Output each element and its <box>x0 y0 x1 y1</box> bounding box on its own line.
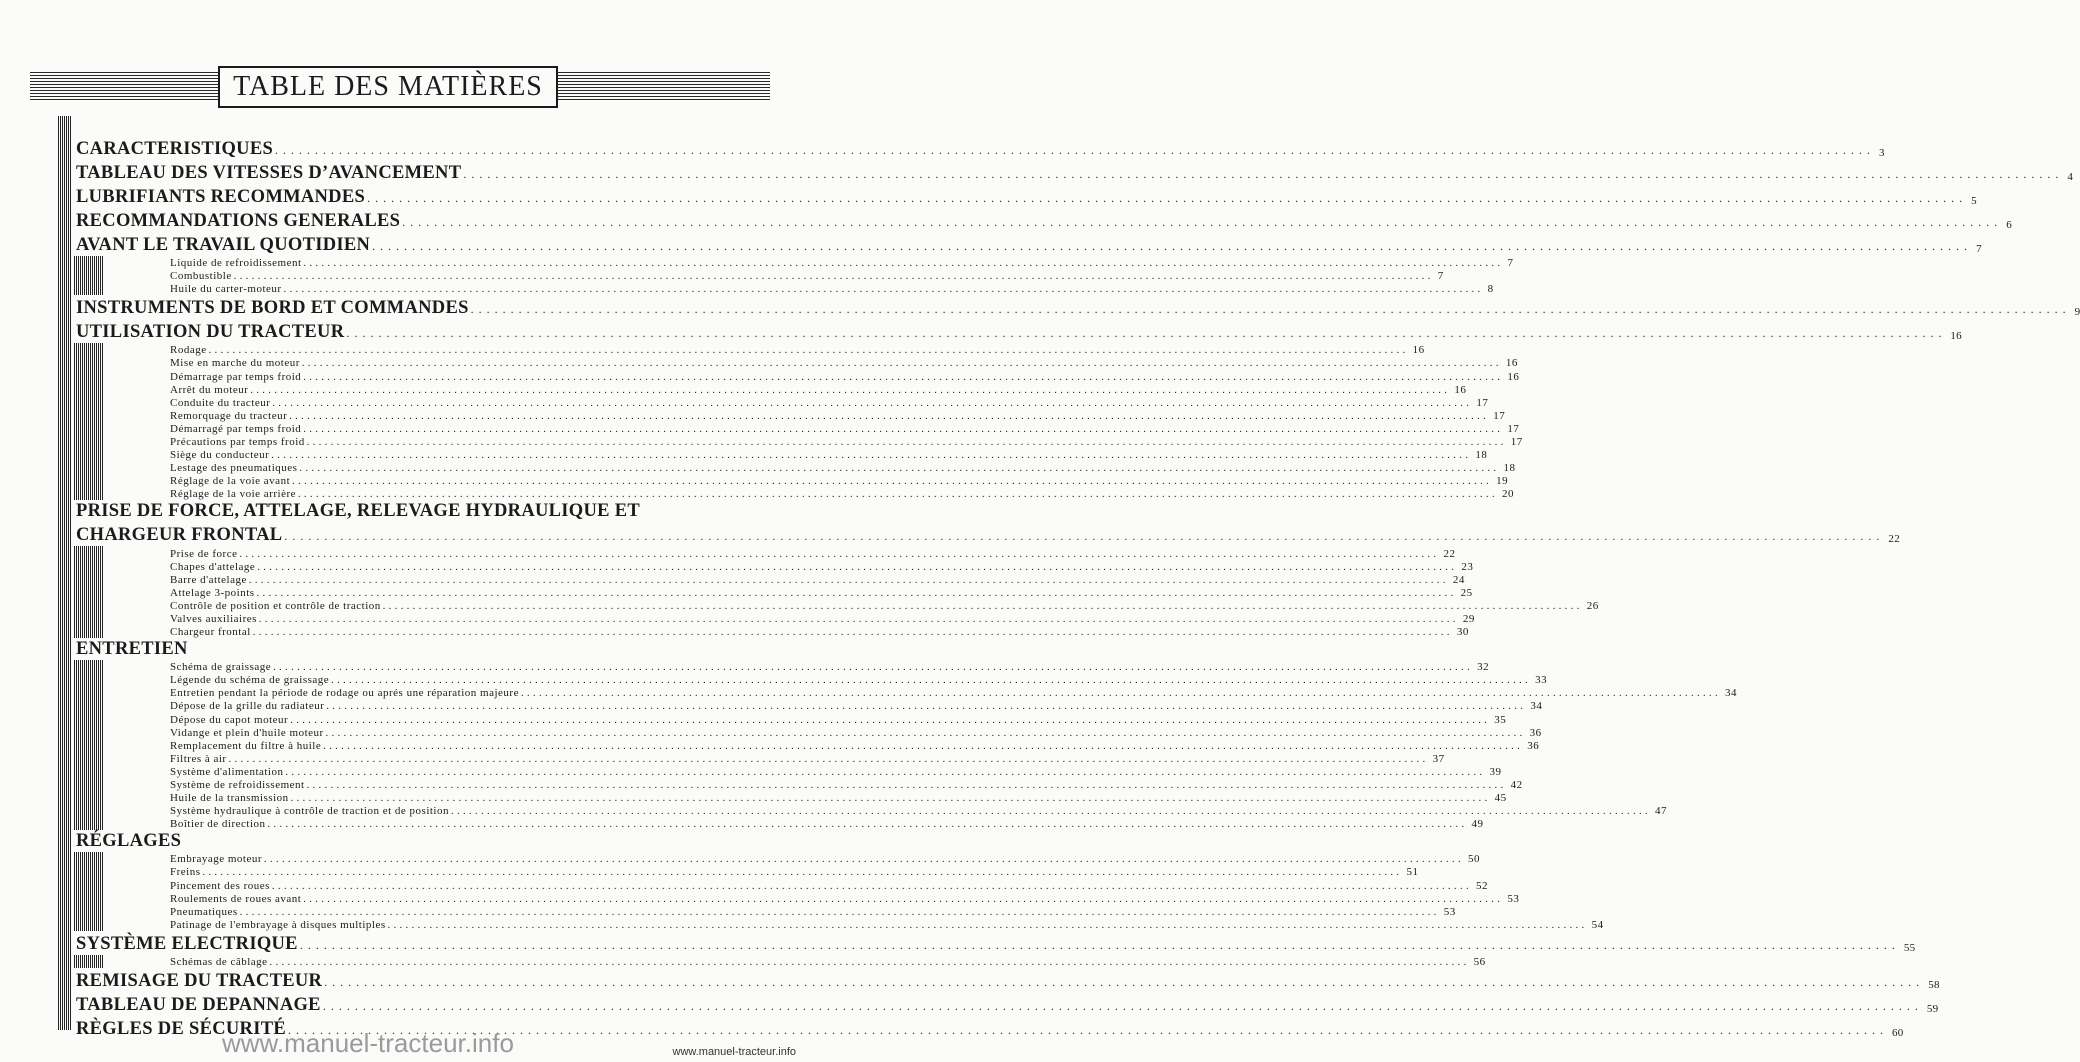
toc-label: Entretien pendant la période de rodage ou aprés une réparation majeure <box>170 687 519 700</box>
toc-label: UTILISATION DU TRACTEUR <box>76 322 345 343</box>
toc-label: Prise de force <box>170 547 238 560</box>
dot-leader: ........................................................................................................................................................................................................ <box>382 600 1583 612</box>
toc-page-number: 24 <box>1452 573 1465 586</box>
toc-label: Pneumatiques <box>170 905 238 918</box>
toc-label: Boîtier de direction <box>170 818 266 831</box>
toc-label: Patinage de l'embrayage à disques multiples <box>170 918 386 931</box>
toc-label: Attelage 3-points <box>170 586 255 599</box>
toc-page-number: 7 <box>1437 270 1444 283</box>
dot-leader: ........................................................................................................................................................................................................ <box>250 384 1451 396</box>
toc-subentry <box>76 461 1516 475</box>
toc-page-number: 17 <box>1510 436 1523 449</box>
dot-leader: ........................................................................................................................................................................................................ <box>248 574 1449 586</box>
toc-page-number: 16 <box>1454 383 1467 396</box>
dot-leader: ........................................................................................................................................................................................................ <box>470 302 2071 317</box>
toc-page-number: 26 <box>1586 599 1599 612</box>
dot-leader: ........................................................................................................................................................................................................ <box>372 239 1973 253</box>
dot-leader: ........................................................................................................................................................................................................ <box>271 880 1472 892</box>
toc-label: RÉGLAGES <box>76 831 182 852</box>
toc-label: Roulements de roues avant <box>170 892 302 905</box>
toc-subentry <box>76 396 1489 409</box>
toc-subentry <box>76 778 1523 791</box>
toc-label: Réglage de la voie avant <box>170 475 291 488</box>
toc-subentry <box>76 599 1599 612</box>
toc-label: Schémas de câblage <box>170 955 268 968</box>
toc-subentry <box>76 369 1520 383</box>
dot-leader: ........................................................................................................................................................................................................ <box>520 688 1721 700</box>
toc-subentry <box>76 739 1540 752</box>
toc-page-number: 53 <box>1443 905 1456 918</box>
toc-section-entry <box>76 968 1940 992</box>
toc-subentry <box>76 422 1520 435</box>
toc-page-number: 53 <box>1507 892 1520 905</box>
toc-subentry <box>76 560 1474 573</box>
toc-subentry <box>76 256 1514 270</box>
footer-url: www.manuel-tracteur.info <box>672 1046 796 1058</box>
toc-label: Freins <box>170 866 201 879</box>
toc-label: Conduite du tracteur <box>170 396 271 409</box>
toc-section-entry <box>76 184 1977 208</box>
dot-leader: ........................................................................................................................................................................................................ <box>306 437 1507 449</box>
dot-leader: ........................................................................................................................................................................................................ <box>267 819 1468 831</box>
toc-label: TABLEAU DES VITESSES D’AVANCEMENT <box>76 163 462 183</box>
toc-subentry <box>76 752 1445 765</box>
toc-label: Barre d'attelage <box>170 573 247 586</box>
toc-label: Système d'alimentation <box>170 765 284 778</box>
toc-page-number: 16 <box>1507 370 1520 383</box>
toc-page-number: 35 <box>1494 713 1507 726</box>
toc-subentry <box>76 356 1518 370</box>
toc-label: Filtres à air <box>170 752 227 765</box>
toc-page-number: 32 <box>1477 661 1490 674</box>
toc-page-number: 7 <box>1507 257 1514 270</box>
toc-label: Schéma de graissage <box>170 661 272 674</box>
dot-leader: ........................................................................................................................................................................................................ <box>239 548 1440 560</box>
toc-page-number: 16 <box>1505 357 1518 370</box>
toc-page-number: 17 <box>1507 422 1520 435</box>
toc-label: Précautions par temps froid <box>170 436 305 449</box>
toc-subentry <box>76 435 1523 449</box>
toc-subentry <box>76 865 1419 879</box>
toc-label: Huile de la transmission <box>170 792 289 805</box>
toc-subentry <box>76 612 1475 625</box>
dot-leader: ........................................................................................................................................................................................................ <box>283 284 1484 296</box>
toc-label: Légende du schéma de graissage <box>170 674 330 687</box>
dot-leader: ........................................................................................................................................................................................................ <box>323 740 1524 752</box>
dot-leader: ........................................................................................................................................................................................................ <box>306 780 1507 791</box>
toc-subentry <box>76 699 1543 713</box>
toc-label: Valves auxiliaires <box>170 612 257 625</box>
toc-page-number: 49 <box>1471 818 1484 831</box>
toc-label: Chapes d'attelage <box>170 560 256 573</box>
toc-page-number: 59 <box>1926 1002 1939 1015</box>
dot-leader: ........................................................................................................................................................................................................ <box>299 937 1900 952</box>
dot-leader: ........................................................................................................................................................................................................ <box>292 476 1493 488</box>
toc-page-number: 20 <box>1502 488 1514 501</box>
toc-label: Rodage <box>170 344 207 357</box>
toc-page-number: 18 <box>1503 462 1516 475</box>
toc-page-number: 50 <box>1468 853 1480 866</box>
dot-leader: ........................................................................................................................................................................................................ <box>275 143 1876 157</box>
dot-leader: ........................................................................................................................................................................................................ <box>273 662 1474 674</box>
toc-label: Système de refroidissement <box>170 779 305 791</box>
toc-page-number: 30 <box>1456 626 1469 639</box>
toc-subentry <box>76 282 1494 296</box>
dot-leader: ........................................................................................................................................................................................................ <box>463 167 2064 181</box>
dot-leader: ........................................................................................................................................................................................................ <box>284 529 1885 544</box>
dot-leader: ........................................................................................................................................................................................................ <box>387 919 1588 931</box>
toc-subentry <box>76 343 1425 357</box>
page-title: TABLE DES MATIÈRES <box>218 66 558 108</box>
toc-page-number: 9 <box>2074 306 2080 319</box>
toc-subentry <box>76 878 1488 892</box>
dot-leader: ........................................................................................................................................................................................................ <box>301 358 1502 370</box>
toc-label: ENTRETIEN <box>76 639 188 660</box>
toc-page-number: 18 <box>1475 449 1488 462</box>
toc-label: RECOMMANDATIONS GENERALES <box>76 211 401 231</box>
toc-page-number: 29 <box>1462 612 1475 625</box>
toc-subentry <box>76 852 1480 866</box>
toc-subentry <box>76 791 1507 805</box>
toc-section-entry <box>76 931 1916 955</box>
toc-label: Démarragé par temps froid <box>170 422 302 435</box>
toc-page-number: 16 <box>1950 330 1962 343</box>
toc-subentry <box>76 409 1506 422</box>
dot-leader: ........................................................................................................................................................................................................ <box>367 191 1968 205</box>
toc-label: Mise en marche du moteur <box>170 357 300 370</box>
dot-leader: ........................................................................................................................................................................................................ <box>299 463 1500 475</box>
toc-subentry <box>76 546 1456 560</box>
toc-section-entry <box>76 160 2074 184</box>
dot-leader: ........................................................................................................................................................................................................ <box>228 753 1429 765</box>
toc-page-number: 34 <box>1530 700 1543 713</box>
toc-label: Démarrage par temps froid <box>170 370 302 383</box>
dot-leader: ........................................................................................................................................................................................................ <box>258 613 1459 625</box>
toc-page-number: 51 <box>1406 866 1419 879</box>
dot-leader: ........................................................................................................................................................................................................ <box>325 727 1526 739</box>
toc-label: AVANT LE TRAVAIL QUOTIDIEN <box>76 235 371 255</box>
toc-subentry <box>76 726 1542 739</box>
toc-subentry <box>76 487 1514 501</box>
toc-label: Arrêt du moteur <box>170 383 249 396</box>
toc-label: Liquide de refroidissement <box>170 257 302 270</box>
toc-section-entry <box>76 500 752 522</box>
toc-page-number: 4 <box>2067 171 2074 183</box>
toc-page-number: 58 <box>1928 978 1940 991</box>
dot-leader: ........................................................................................................................................................................................................ <box>451 806 1651 818</box>
toc-page-number: 33 <box>1535 674 1548 687</box>
toc-label: PRISE DE FORCE, ATTELAGE, RELEVAGE HYDRAULIQUE ET <box>76 501 640 522</box>
toc-page-number: 47 <box>1655 805 1667 818</box>
dot-leader: ........................................................................................................................................................................................................ <box>324 974 1925 989</box>
toc-label: Contrôle de position et contrôle de traction <box>170 599 381 612</box>
toc-label: Remorquage du tracteur <box>170 409 288 422</box>
toc-label: Réglage de la voie arrière <box>170 488 296 501</box>
toc-label: SYSTÈME ELECTRIQUE <box>76 933 298 954</box>
sidebar-stripe <box>58 116 72 1030</box>
toc-page-number: 54 <box>1591 918 1604 931</box>
toc-section-entry <box>76 522 1901 546</box>
dot-leader: ........................................................................................................................................................................................................ <box>303 371 1504 383</box>
dot-leader: ........................................................................................................................................................................................................ <box>257 561 1458 573</box>
toc-label: Dépose du capot moteur <box>170 713 289 726</box>
dot-leader: ........................................................................................................................................................................................................ <box>326 701 1527 713</box>
toc-page-number: 17 <box>1493 409 1506 422</box>
toc-section-entry <box>76 136 1885 160</box>
toc-subentry <box>76 817 1484 831</box>
dot-leader: ........................................................................................................................................................................................................ <box>202 867 1403 879</box>
dot-leader: ........................................................................................................................................................................................................ <box>208 345 1409 357</box>
toc-subentry <box>76 918 1604 931</box>
toc-page-number: 22 <box>1888 533 1901 546</box>
toc-subentry <box>76 804 1667 818</box>
toc-subentry <box>76 905 1456 918</box>
dot-leader: ........................................................................................................................................................................................................ <box>346 326 1947 341</box>
toc-subentry <box>76 673 1548 687</box>
header-rule-right <box>552 72 770 102</box>
dot-leader: ........................................................................................................................................................................................................ <box>290 793 1491 805</box>
dot-leader: ........................................................................................................................................................................................................ <box>289 410 1490 422</box>
dot-leader: ........................................................................................................................................................................................................ <box>252 627 1453 639</box>
toc-page-number: 19 <box>1496 475 1509 488</box>
toc-page-number: 25 <box>1460 586 1473 599</box>
header-rule-left <box>30 72 222 102</box>
toc-subentry <box>76 892 1520 905</box>
dot-leader: ........................................................................................................................................................................................................ <box>322 998 1923 1013</box>
toc-label: RÈGLES DE SÉCURITÉ <box>76 1018 286 1039</box>
toc-page-number: 23 <box>1461 560 1474 573</box>
toc-page-number: 52 <box>1475 879 1488 892</box>
dot-leader: ........................................................................................................................................................................................................ <box>269 956 1470 968</box>
toc-label: INSTRUMENTS DE BORD ET COMMANDES <box>76 298 469 319</box>
dot-leader: ........................................................................................................................................................................................................ <box>256 587 1457 599</box>
toc-label: Combustible <box>170 270 232 283</box>
toc-subentry <box>76 586 1473 599</box>
dot-leader: ........................................................................................................................................................................................................ <box>264 854 1464 866</box>
toc-page-number: 55 <box>1903 941 1916 954</box>
toc-page-number: 7 <box>1976 243 1982 255</box>
toc-subentry <box>76 955 1486 968</box>
toc-subentry <box>76 383 1467 396</box>
toc-page-number: 56 <box>1473 955 1486 968</box>
toc-page-number: 39 <box>1489 765 1502 778</box>
toc-label: Vidange et plein d'huile moteur <box>170 726 324 739</box>
toc-label: CARACTERISTIQUES <box>76 139 274 159</box>
toc-label: Siège du conducteur <box>170 449 270 462</box>
dot-leader: ........................................................................................................................................................................................................ <box>298 489 1498 501</box>
toc-label: LUBRIFIANTS RECOMMANDES <box>76 187 366 207</box>
dot-leader: ........................................................................................................................................................................................................ <box>271 450 1472 462</box>
toc-page-number: 45 <box>1494 792 1507 805</box>
toc-subentry <box>76 448 1488 462</box>
toc-section-entry <box>76 295 2080 319</box>
toc-label: TABLEAU DE DEPANNAGE <box>76 994 321 1015</box>
toc-label: REMISAGE DU TRACTEUR <box>76 970 323 991</box>
toc-subentry <box>76 660 1490 674</box>
toc-page-number: 36 <box>1529 726 1542 739</box>
table-of-contents <box>76 136 2080 1040</box>
toc-label: Embrayage moteur <box>170 853 262 866</box>
dot-leader: ........................................................................................................................................................................................................ <box>303 893 1504 905</box>
toc-page-number: 8 <box>1487 283 1494 296</box>
toc-page-number: 17 <box>1476 396 1489 409</box>
toc-subentry <box>76 712 1507 726</box>
toc-section-entry <box>76 208 2013 232</box>
toc-page-number: 60 <box>1892 1026 1904 1039</box>
toc-page-number: 22 <box>1443 547 1456 560</box>
dot-leader: ........................................................................................................................................................................................................ <box>290 714 1491 726</box>
toc-subentry <box>76 765 1502 778</box>
toc-subentry <box>76 269 1444 283</box>
toc-subentry <box>76 573 1465 586</box>
toc-page-number: 5 <box>1971 195 1977 207</box>
toc-section-entry <box>76 638 752 660</box>
toc-subentry <box>76 625 1469 639</box>
toc-page-number: 42 <box>1510 779 1523 791</box>
toc-section-entry <box>76 319 1962 343</box>
toc-page-number: 6 <box>2006 219 2013 231</box>
toc-label: Pincement des roues <box>170 879 270 892</box>
toc-page-number: 16 <box>1412 344 1425 357</box>
dot-leader: ........................................................................................................................................................................................................ <box>239 906 1440 918</box>
dot-leader: ........................................................................................................................................................................................................ <box>288 1022 1888 1037</box>
toc-label: Chargeur frontal <box>170 626 251 639</box>
dot-leader: ........................................................................................................................................................................................................ <box>402 215 2003 229</box>
dot-leader: ........................................................................................................................................................................................................ <box>303 258 1504 270</box>
toc-page-number: 37 <box>1432 752 1445 765</box>
dot-leader: ........................................................................................................................................................................................................ <box>303 423 1504 435</box>
toc-label: Système hydraulique à contrôle de traction et de position <box>170 805 449 818</box>
watermark: www.manuel-tracteur.info <box>222 1028 514 1058</box>
toc-label: Huile du carter-moteur <box>170 283 282 296</box>
toc-label: Remplacement du filtre à huile <box>170 739 322 752</box>
toc-page-number: 3 <box>1879 147 1885 159</box>
toc-subentry <box>76 474 1509 488</box>
toc-subentry <box>76 686 1737 700</box>
toc-section-entry <box>76 992 1939 1016</box>
dot-leader: ........................................................................................................................................................................................................ <box>233 271 1434 283</box>
toc-label: Lestage des pneumatiques <box>170 462 298 475</box>
toc-section-entry <box>76 232 1982 256</box>
dot-leader: ........................................................................................................................................................................................................ <box>331 675 1532 687</box>
toc-page-number: 36 <box>1527 739 1540 752</box>
toc-page-number: 34 <box>1724 687 1737 700</box>
toc-label: CHARGEUR FRONTAL <box>76 525 283 546</box>
toc-label: Dépose de la grille du radiateur <box>170 700 325 713</box>
toc-section-entry <box>76 830 752 852</box>
dot-leader: ........................................................................................................................................................................................................ <box>285 766 1486 778</box>
dot-leader: ........................................................................................................................................................................................................ <box>272 397 1473 409</box>
